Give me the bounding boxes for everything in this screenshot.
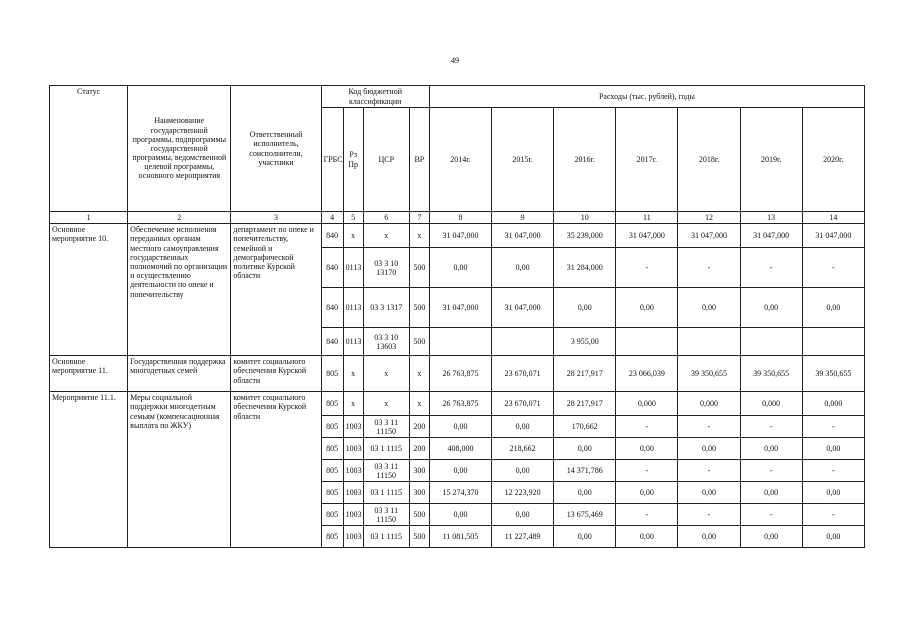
cell-value-2018: 31 047,000 — [678, 224, 740, 248]
cell-value-2018: - — [678, 504, 740, 526]
cell-value-2015 — [492, 328, 554, 356]
cell-value-2016: 28 217,917 — [554, 392, 616, 416]
cell-grbs: 805 — [321, 438, 343, 460]
cell-value-2020: 39 350,655 — [802, 356, 864, 392]
cell-value-2018 — [678, 328, 740, 356]
cell-rzpr: 1003 — [343, 504, 363, 526]
column-number-row — [50, 212, 865, 224]
header-year-2017: 2017г. — [616, 108, 678, 212]
table-row — [50, 224, 865, 248]
cell-value-2019: - — [740, 504, 802, 526]
cell-csr: 03 1 1115 — [363, 482, 409, 504]
cell-value-2018: 0,00 — [678, 482, 740, 504]
cell-value-2016: 0,00 — [554, 526, 616, 548]
cell-grbs: 805 — [321, 482, 343, 504]
cell-value-2016: 28 217,917 — [554, 356, 616, 392]
cell-vr: 500 — [409, 288, 429, 328]
column-number: 12 — [678, 212, 740, 224]
row-status: Основное мероприятие 10. — [50, 224, 128, 356]
cell-csr: x — [363, 392, 409, 416]
column-number: 1 — [50, 212, 128, 224]
cell-rzpr: 0113 — [343, 288, 363, 328]
cell-value-2020: 0,00 — [802, 526, 864, 548]
cell-value-2020: - — [802, 504, 864, 526]
cell-value-2015: 12 223,920 — [492, 482, 554, 504]
header-row-1 — [50, 86, 865, 108]
cell-value-2016: 3 955,00 — [554, 328, 616, 356]
cell-value-2019: 0,00 — [740, 288, 802, 328]
cell-rzpr: x — [343, 392, 363, 416]
cell-value-2017: - — [616, 504, 678, 526]
cell-vr: 500 — [409, 328, 429, 356]
cell-value-2020: 31 047,000 — [802, 224, 864, 248]
cell-value-2019: - — [740, 460, 802, 482]
cell-value-2015: 11 227,489 — [492, 526, 554, 548]
cell-value-2014: 31 047,000 — [429, 288, 491, 328]
cell-csr: 03 3 10 13603 — [363, 328, 409, 356]
column-number: 11 — [616, 212, 678, 224]
header-name: Наименование государственной программы, подпрограммы государственной программы, ведомственной целевой программы, основного мероприятия — [128, 86, 231, 212]
cell-value-2016: 0,00 — [554, 288, 616, 328]
cell-csr: x — [363, 356, 409, 392]
column-number: 14 — [802, 212, 864, 224]
cell-value-2014: 11 081,505 — [429, 526, 491, 548]
cell-value-2015: 31 047,000 — [492, 288, 554, 328]
cell-csr: 03 3 11 11150 — [363, 416, 409, 438]
cell-value-2016: 170,662 — [554, 416, 616, 438]
cell-value-2018: - — [678, 460, 740, 482]
cell-grbs: 840 — [321, 248, 343, 288]
cell-grbs: 805 — [321, 526, 343, 548]
budget-table — [49, 85, 865, 548]
cell-grbs: 805 — [321, 460, 343, 482]
cell-csr: 03 1 1115 — [363, 526, 409, 548]
cell-value-2016: 0,00 — [554, 482, 616, 504]
cell-rzpr: x — [343, 356, 363, 392]
cell-value-2015: 0,00 — [492, 504, 554, 526]
cell-rzpr: x — [343, 224, 363, 248]
cell-value-2014: 0,00 — [429, 416, 491, 438]
cell-vr: 300 — [409, 482, 429, 504]
column-number: 6 — [363, 212, 409, 224]
cell-value-2017: 23 066,039 — [616, 356, 678, 392]
cell-csr: 03 3 11 11150 — [363, 504, 409, 526]
cell-value-2014 — [429, 328, 491, 356]
cell-value-2017: 0,000 — [616, 392, 678, 416]
header-responsible: Ответственный исполнитель, соисполнители, участники — [231, 86, 321, 212]
cell-value-2019: 0,00 — [740, 526, 802, 548]
header-vr: ВР — [409, 108, 429, 212]
cell-rzpr: 1003 — [343, 460, 363, 482]
cell-value-2019: 0,000 — [740, 392, 802, 416]
cell-value-2016: 35 239,000 — [554, 224, 616, 248]
cell-value-2019: 0,00 — [740, 438, 802, 460]
cell-value-2017 — [616, 328, 678, 356]
cell-value-2020 — [802, 328, 864, 356]
cell-value-2018: 0,000 — [678, 392, 740, 416]
cell-value-2018: 0,00 — [678, 288, 740, 328]
cell-vr: x — [409, 392, 429, 416]
cell-value-2020: 0,00 — [802, 482, 864, 504]
cell-value-2016: 0,00 — [554, 438, 616, 460]
column-number: 5 — [343, 212, 363, 224]
header-year-2019: 2019г. — [740, 108, 802, 212]
cell-vr: 500 — [409, 526, 429, 548]
header-rzpr: Рз Пр — [343, 108, 363, 212]
column-number: 8 — [429, 212, 491, 224]
row-name: Обеспечение исполнения переданных органам местного самоуправления государственных полномочий по организации и осуществлению деятельности по опеке и попечительству — [128, 224, 231, 356]
cell-value-2017: 0,00 — [616, 482, 678, 504]
column-number: 7 — [409, 212, 429, 224]
cell-rzpr: 1003 — [343, 526, 363, 548]
cell-value-2018: 39 350,655 — [678, 356, 740, 392]
cell-grbs: 805 — [321, 356, 343, 392]
column-number: 2 — [128, 212, 231, 224]
cell-value-2017: - — [616, 416, 678, 438]
row-name: Меры социальной поддержки многодетным семьям (компенсационная выплата по ЖКУ) — [128, 392, 231, 548]
cell-value-2017: 0,00 — [616, 438, 678, 460]
cell-value-2020: - — [802, 248, 864, 288]
header-year-2014: 2014г. — [429, 108, 491, 212]
cell-vr: 200 — [409, 438, 429, 460]
column-number: 9 — [492, 212, 554, 224]
cell-value-2014: 0,00 — [429, 460, 491, 482]
cell-rzpr: 1003 — [343, 482, 363, 504]
cell-vr: x — [409, 356, 429, 392]
cell-value-2020: 0,00 — [802, 288, 864, 328]
cell-value-2014: 31 047,000 — [429, 224, 491, 248]
row-responsible: департамент по опеке и попечительству, семейной и демографической политике Курской области — [231, 224, 321, 356]
cell-value-2020: - — [802, 460, 864, 482]
cell-value-2019: 39 350,655 — [740, 356, 802, 392]
cell-value-2014: 408,000 — [429, 438, 491, 460]
cell-value-2015: 0,00 — [492, 460, 554, 482]
cell-csr: x — [363, 224, 409, 248]
cell-vr: x — [409, 224, 429, 248]
cell-value-2015: 218,662 — [492, 438, 554, 460]
column-number: 10 — [554, 212, 616, 224]
header-csr: ЦСР — [363, 108, 409, 212]
table-row — [50, 356, 865, 392]
cell-value-2019: - — [740, 416, 802, 438]
header-expenses: Расходы (тыс. рублей), годы — [429, 86, 864, 108]
cell-value-2017: 0,00 — [616, 526, 678, 548]
cell-grbs: 840 — [321, 224, 343, 248]
cell-value-2017: 31 047,000 — [616, 224, 678, 248]
cell-value-2016: 31 284,000 — [554, 248, 616, 288]
cell-rzpr: 0113 — [343, 328, 363, 356]
table-row — [50, 392, 865, 416]
header-grbs: ГРБС — [321, 108, 343, 212]
cell-value-2015: 0,00 — [492, 248, 554, 288]
cell-value-2014: 0,00 — [429, 504, 491, 526]
cell-grbs: 840 — [321, 328, 343, 356]
page-number: 49 — [451, 56, 459, 65]
cell-value-2019: 31 047,000 — [740, 224, 802, 248]
cell-value-2015: 23 670,071 — [492, 356, 554, 392]
cell-value-2015: 0,00 — [492, 416, 554, 438]
cell-value-2019: - — [740, 248, 802, 288]
header-status: Статус — [50, 86, 128, 212]
cell-rzpr: 1003 — [343, 416, 363, 438]
column-number: 4 — [321, 212, 343, 224]
cell-vr: 300 — [409, 460, 429, 482]
cell-value-2016: 13 675,469 — [554, 504, 616, 526]
header-year-2015: 2015г. — [492, 108, 554, 212]
cell-value-2018: 0,00 — [678, 438, 740, 460]
cell-value-2020: 0,000 — [802, 392, 864, 416]
column-number: 3 — [231, 212, 321, 224]
cell-value-2020: 0,00 — [802, 438, 864, 460]
cell-value-2017: 0,00 — [616, 288, 678, 328]
row-name: Государственная поддержка многодетных семей — [128, 356, 231, 392]
cell-grbs: 840 — [321, 288, 343, 328]
header-year-2016: 2016г. — [554, 108, 616, 212]
cell-value-2014: 26 763,875 — [429, 356, 491, 392]
cell-value-2015: 31 047,000 — [492, 224, 554, 248]
column-number: 13 — [740, 212, 802, 224]
cell-grbs: 805 — [321, 416, 343, 438]
cell-csr: 03 3 10 13170 — [363, 248, 409, 288]
cell-rzpr: 0113 — [343, 248, 363, 288]
cell-rzpr: 1003 — [343, 438, 363, 460]
row-responsible: комитет социального обеспечения Курской области — [231, 356, 321, 392]
row-status: Мероприятие 11.1. — [50, 392, 128, 548]
cell-value-2017: - — [616, 460, 678, 482]
cell-value-2018: - — [678, 416, 740, 438]
cell-grbs: 805 — [321, 504, 343, 526]
cell-value-2018: 0,00 — [678, 526, 740, 548]
cell-value-2015: 23 670,071 — [492, 392, 554, 416]
row-responsible: комитет социального обеспечения Курской области — [231, 392, 321, 548]
cell-value-2018: - — [678, 248, 740, 288]
cell-value-2014: 26 763,875 — [429, 392, 491, 416]
cell-value-2014: 15 274,370 — [429, 482, 491, 504]
cell-csr: 03 1 1115 — [363, 438, 409, 460]
cell-value-2020: - — [802, 416, 864, 438]
cell-vr: 500 — [409, 504, 429, 526]
cell-value-2014: 0,00 — [429, 248, 491, 288]
cell-csr: 03 3 11 11150 — [363, 460, 409, 482]
cell-value-2019 — [740, 328, 802, 356]
cell-value-2016: 14 371,786 — [554, 460, 616, 482]
header-year-2018: 2018г. — [678, 108, 740, 212]
cell-value-2019: 0,00 — [740, 482, 802, 504]
cell-vr: 200 — [409, 416, 429, 438]
cell-vr: 500 — [409, 248, 429, 288]
cell-csr: 03 3 1317 — [363, 288, 409, 328]
header-budget-code: Код бюджетной классификации — [321, 86, 429, 108]
row-status: Основное мероприятие 11. — [50, 356, 128, 392]
cell-value-2017: - — [616, 248, 678, 288]
cell-grbs: 805 — [321, 392, 343, 416]
header-year-2020: 2020г. — [802, 108, 864, 212]
